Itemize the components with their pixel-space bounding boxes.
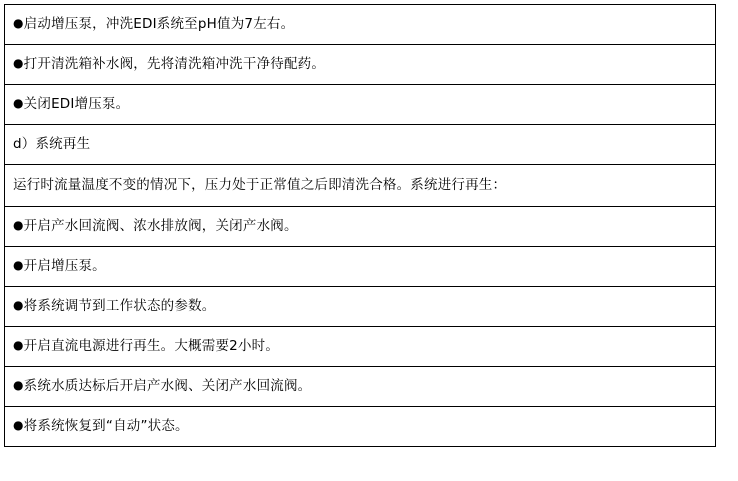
table-cell bbox=[5, 125, 716, 165]
table-cell bbox=[5, 207, 716, 247]
bullet-icon: ● bbox=[13, 95, 24, 110]
table-row bbox=[5, 45, 716, 85]
table-row bbox=[5, 327, 716, 367]
cell-text: d）系统再生 bbox=[13, 135, 91, 152]
cell-text: 关闭EDI增压泵。 bbox=[23, 95, 130, 112]
cell-text: 启动增压泵，冲洗EDI系统至pH值为7左右。 bbox=[23, 15, 295, 32]
table-row bbox=[5, 165, 716, 207]
cell-text: 运行时流量温度不变的情况下，压力处于正常值之后即清洗合格。系统进行再生： bbox=[13, 176, 507, 193]
table-cell bbox=[5, 287, 716, 327]
bullet-icon: ● bbox=[13, 217, 24, 232]
bullet-icon: ● bbox=[13, 55, 24, 70]
bullet-icon: ● bbox=[13, 377, 24, 392]
cell-text: 系统水质达标后开启产水阀、关闭产水回流阀。 bbox=[23, 377, 312, 394]
table-row bbox=[5, 247, 716, 287]
cell-text: 开启增压泵。 bbox=[23, 257, 106, 274]
table-cell bbox=[5, 247, 716, 287]
cell-text: 打开清洗箱补水阀，先将清洗箱冲洗干净待配药。 bbox=[23, 55, 326, 72]
cell-text: 将系统恢复到“自动”状态。 bbox=[23, 417, 189, 434]
table-cell bbox=[5, 45, 716, 85]
table-row bbox=[5, 407, 716, 447]
bullet-icon: ● bbox=[13, 257, 24, 272]
table-body bbox=[5, 5, 716, 447]
table-cell bbox=[5, 85, 716, 125]
table-row bbox=[5, 5, 716, 45]
table-row bbox=[5, 287, 716, 327]
table-row bbox=[5, 207, 716, 247]
table-cell bbox=[5, 327, 716, 367]
cell-text: 开启产水回流阀、浓水排放阀，关闭产水阀。 bbox=[23, 217, 298, 234]
cell-text: 将系统调节到工作状态的参数。 bbox=[23, 297, 216, 314]
table-row bbox=[5, 125, 716, 165]
bullet-icon: ● bbox=[13, 337, 24, 352]
table-cell bbox=[5, 5, 716, 45]
table-row bbox=[5, 85, 716, 125]
procedure-table bbox=[4, 4, 716, 447]
bullet-icon: ● bbox=[13, 297, 24, 312]
table-cell bbox=[5, 367, 716, 407]
bullet-icon: ● bbox=[13, 15, 24, 30]
table-cell bbox=[5, 407, 716, 447]
table-row bbox=[5, 367, 716, 407]
bullet-icon: ● bbox=[13, 417, 24, 432]
cell-text: 开启直流电源进行再生。大概需要2小时。 bbox=[23, 337, 280, 354]
table-cell bbox=[5, 165, 716, 207]
